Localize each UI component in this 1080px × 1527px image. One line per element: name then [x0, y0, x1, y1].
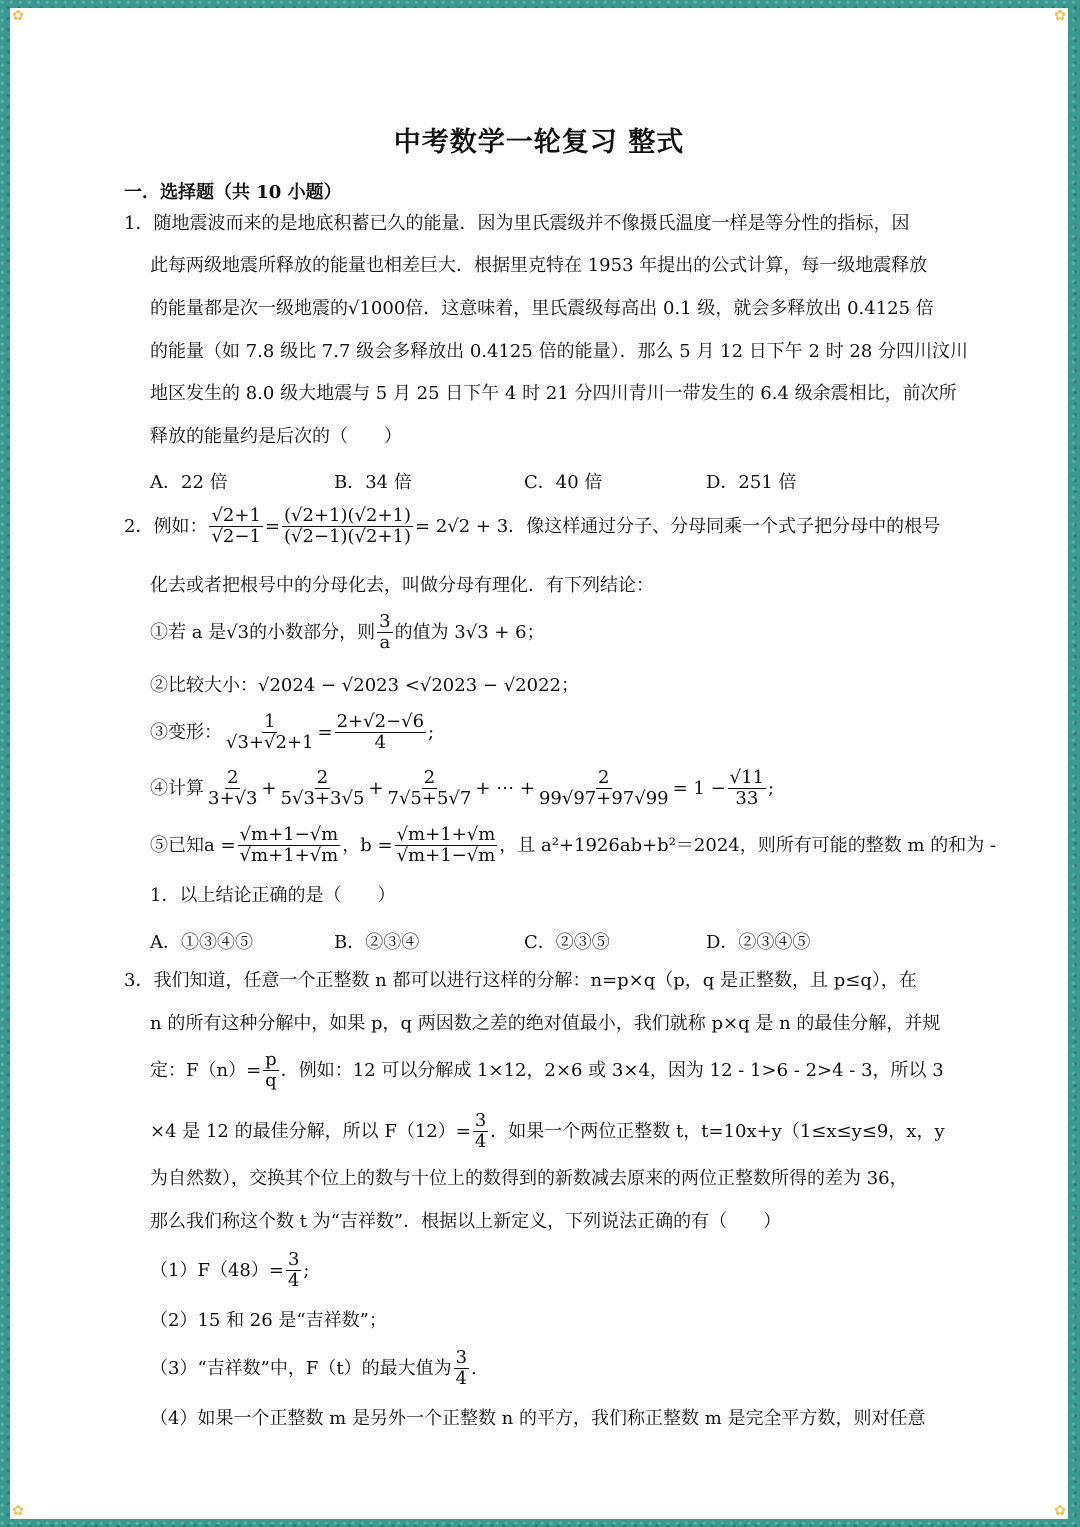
conclusion-text: ④计算 — [150, 777, 204, 799]
fraction — [279, 768, 367, 809]
numerator: 2 — [316, 767, 329, 788]
punctuation: ; — [428, 721, 435, 743]
numerator: 1 — [264, 711, 276, 732]
numerator: 2+√2−√6 — [336, 711, 425, 732]
numerator: 2 — [598, 767, 610, 788]
denominator: a — [379, 632, 391, 653]
q3-statement-4: （4）如果一个正整数 m 是另外一个正整数 n 的平方，我们称正整数 m 是完全平方数，则对任意 — [150, 1408, 926, 1429]
q1-line-6: 释放的能量约是后次的（ ） — [150, 426, 402, 447]
fraction — [395, 825, 498, 866]
plus-sign: + — [261, 777, 277, 799]
q1-option-c: C．40 倍 — [524, 472, 603, 493]
denominator: (√2−1)(√2+1) — [284, 526, 412, 547]
denominator: 4 — [474, 1131, 487, 1152]
q2-option-a: A．①③④⑤ — [150, 932, 253, 953]
section-heading: 一．选择题（共 10 小题） — [124, 182, 342, 203]
conclusion-text: ，b = — [342, 834, 393, 856]
q2-line-2: 化去或者把根号中的分母化去，叫做分母有理化．有下列结论： — [150, 575, 654, 596]
q1-option-a: A．22 倍 — [150, 472, 228, 493]
q2-intro-suffix: = 2√2 + 3．像这样通过分子、分母同乘一个式子把分母中的根号 — [415, 515, 941, 537]
corner-ornament-icon: ✿ — [1054, 8, 1066, 24]
fraction — [286, 1250, 301, 1291]
question-text: 定：F（n）= — [150, 1059, 262, 1081]
denominator: 4 — [287, 1270, 300, 1291]
corner-ornament-icon: ✿ — [12, 8, 24, 24]
q2-conclusion-2: ②比较大小：√2024 − √2023 <√2023 − √2022； — [150, 675, 579, 696]
denominator: 33 — [735, 788, 759, 809]
numerator: √m+1−√m — [239, 824, 339, 845]
q3-line-5: 为自然数），交换其个位上的数与十位上的数得到的新数减去原来的两位正整数所得的差为 36， — [150, 1168, 908, 1189]
q2-conclusion-3 — [150, 712, 434, 753]
document-page — [10, 8, 1068, 1519]
numerator: √11 — [729, 767, 765, 788]
numerator: 2 — [423, 767, 436, 788]
denominator: √m+1+√m — [239, 845, 339, 866]
numerator: √2+1 — [211, 505, 261, 526]
denominator: 5√3+3√5 — [280, 788, 365, 809]
equals-sign: = 1 − — [672, 777, 726, 799]
numerator: p — [265, 1049, 277, 1070]
punctuation: . — [471, 1357, 477, 1379]
statement-text: （3）“吉祥数”中，F（t）的最大值为 — [150, 1357, 452, 1379]
conclusion-text: ①若 a 是√3的小数部分，则 — [150, 621, 376, 643]
fraction — [224, 712, 315, 753]
fraction — [728, 768, 766, 809]
conclusion-text: ⑤已知a = — [150, 834, 236, 856]
q3-line-6: 那么我们称这个数 t 为“吉祥数”．根据以上新定义，下列说法正确的有（ ） — [150, 1211, 782, 1232]
equals-sign: = — [264, 515, 281, 537]
q2-intro — [124, 506, 940, 547]
fraction — [209, 506, 262, 547]
conclusion-text: 的值为 3√3 + 6； — [394, 621, 545, 643]
fraction — [335, 712, 426, 753]
denominator: √m+1−√m — [396, 845, 496, 866]
q2-conclusion-4 — [150, 768, 774, 809]
q3-statement-2: （2）15 和 26 是“吉祥数”； — [150, 1310, 387, 1331]
denominator: 7√5+5√7 — [387, 788, 472, 809]
q2-question: 1．以上结论正确的是（ ） — [150, 885, 396, 906]
fraction — [377, 612, 392, 653]
fraction — [263, 1050, 279, 1091]
q3-statement-1 — [150, 1250, 309, 1291]
q2-option-c: C．②③⑤ — [524, 932, 610, 953]
q3-line-3 — [150, 1050, 944, 1091]
numerator: 3 — [474, 1110, 487, 1131]
question-text: ×4 是 12 的最佳分解，所以 F（12）= — [150, 1120, 471, 1142]
denominator: q — [265, 1070, 277, 1091]
punctuation: ; — [768, 777, 775, 799]
fraction — [282, 506, 413, 547]
q1-line-1: 1．随地震波而来的是地底积蓄已久的能量．因为里氏震级并不像摄氏温度一样是等分性的指标，因 — [124, 213, 910, 234]
q2-conclusion-1 — [150, 612, 545, 653]
q1-option-d: D．251 倍 — [706, 472, 797, 493]
q2-conclusion-5 — [150, 825, 996, 866]
fraction — [386, 768, 474, 809]
numerator: 3 — [287, 1249, 300, 1270]
numerator: 3 — [379, 611, 391, 632]
denominator: 99√97+97√99 — [538, 788, 669, 809]
conclusion-text: ③变形： — [150, 721, 222, 743]
fraction — [473, 1111, 488, 1152]
q3-line-1: 3．我们知道，任意一个正整数 n 都可以进行这样的分解：n=p×q（p，q 是正整数，且 p≤q），在 — [124, 970, 917, 991]
fraction — [454, 1348, 469, 1389]
fraction — [238, 825, 341, 866]
statement-text: （1）F（48）= — [150, 1259, 284, 1281]
q1-line-3: 的能量都是次一级地震的√1000倍．这意味着，里氏震级每高出 0.1 级，就会多释放出 0.4125 倍 — [150, 298, 934, 319]
q1-line-2: 此每两级地震所释放的能量也相差巨大．根据里克特在 1953 年提出的公式计算，每一级地震释放 — [150, 255, 928, 276]
page-title: 中考数学一轮复习 整式 — [393, 127, 685, 158]
equals-sign: = — [317, 721, 333, 743]
punctuation: ; — [303, 1259, 310, 1281]
numerator: √m+1+√m — [396, 824, 496, 845]
q3-line-4 — [150, 1111, 945, 1152]
ellipsis: + ⋯ + — [475, 777, 535, 799]
denominator: 3+√3 — [208, 788, 258, 809]
denominator: √3+√2+1 — [226, 732, 314, 753]
corner-ornament-icon: ✿ — [1054, 1503, 1066, 1519]
fraction — [537, 768, 671, 809]
q1-line-5: 地区发生的 8.0 级大地震与 5 月 25 日下午 4 时 21 分四川青川一带发生的 6.4 级余震相比，前次所 — [150, 383, 957, 404]
conclusion-text: ，且 a²+1926ab+b²＝2024，则所有可能的整数 m 的和为 - — [499, 834, 997, 856]
denominator: 4 — [374, 732, 387, 753]
question-text: ．如果一个两位正整数 t，t=10x+y（1≤x≤y≤9，x，y — [490, 1120, 945, 1142]
plus-sign: + — [368, 777, 384, 799]
corner-ornament-icon: ✿ — [12, 1503, 24, 1519]
denominator: 4 — [455, 1368, 468, 1389]
q3-statement-3 — [150, 1348, 477, 1389]
q3-line-2: n 的所有这种分解中，如果 p，q 两因数之差的绝对值最小，我们就称 p×q 是 n 的最佳分解，并规 — [150, 1013, 941, 1034]
numerator: (√2+1)(√2+1) — [284, 505, 412, 526]
numerator: 3 — [455, 1347, 468, 1368]
q2-option-d: D．②③④⑤ — [706, 932, 811, 953]
q2-intro-prefix: 2．例如： — [124, 515, 208, 537]
q1-option-b: B．34 倍 — [334, 472, 412, 493]
q2-option-b: B．②③④ — [334, 932, 420, 953]
q1-line-4: 的能量（如 7.8 级比 7.7 级会多释放出 0.4125 倍的能量）．那么 5 月 12 日下午 2 时 28 分四川汶川 — [150, 341, 969, 362]
fraction — [206, 768, 259, 809]
question-text: ．例如：12 可以分解成 1×12，2×6 或 3×4，因为 12 - 1>6 - 2>4 - 3，所以 3 — [280, 1059, 944, 1081]
numerator: 2 — [227, 767, 239, 788]
denominator: √2−1 — [211, 526, 261, 547]
